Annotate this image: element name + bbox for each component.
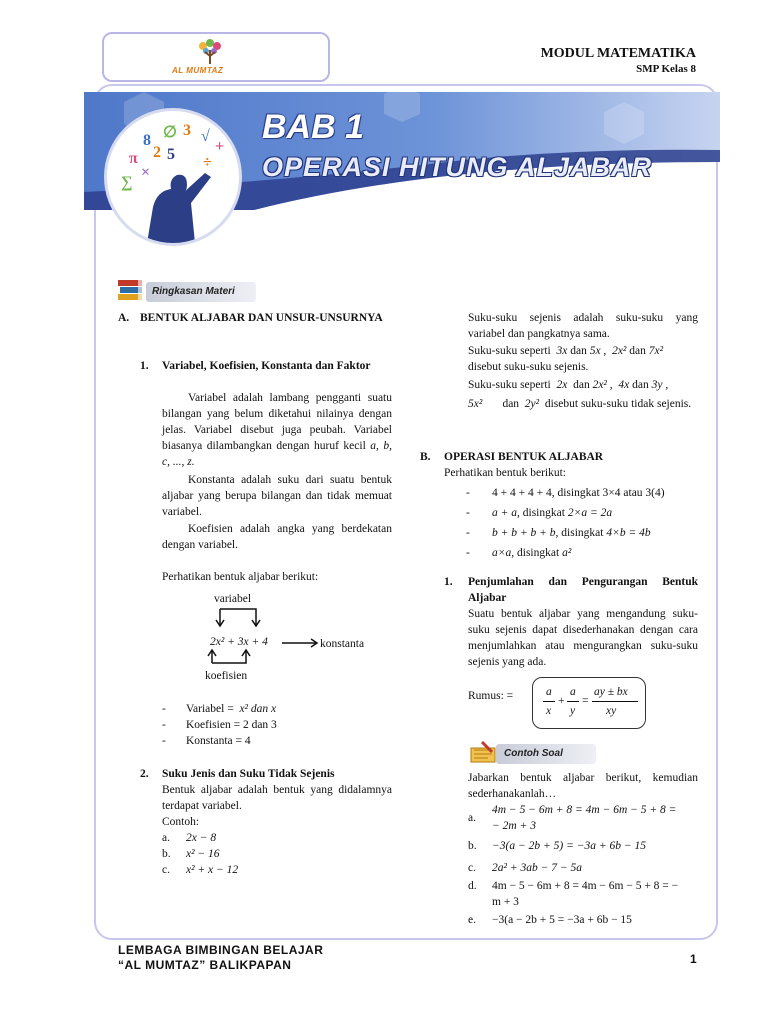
- diagram-variabel-label: variabel: [214, 593, 252, 605]
- tidak-sejenis-example: Suku-suku seperti 2x dan 2x² , 4x dan 3y , 5x² dan 2y² disebut suku-suku tidak sejenis.: [468, 379, 692, 410]
- formula-d1: x: [546, 705, 552, 717]
- list-item: c. 2a² + 3ab − 7 − 5a: [468, 862, 582, 874]
- sub-b1-paragraph: Suatu bentuk aljabar yang mengandung suku-suku sejenis dapat disederhanakan dengan cara menjumlahkan atau mengurangkan suku-suku sejenis yang ada.: [468, 608, 698, 668]
- sub2-title: Suku Jenis dan Suku Tidak Sejenis: [162, 768, 335, 780]
- unsur-list: [162, 701, 392, 749]
- operasi-list: [466, 483, 706, 563]
- contoh-soal-label: Contoh Soal: [504, 748, 563, 759]
- svg-text:√: √: [201, 128, 210, 145]
- module-subtitle: SMP Kelas 8: [636, 63, 696, 75]
- formula-d3: xy: [606, 705, 617, 717]
- logo-text: AL MUMTAZ: [172, 66, 224, 75]
- list-item: a. 2x − 8: [162, 832, 217, 844]
- section-b-letter: B.: [420, 451, 431, 463]
- svg-text:∅: ∅: [163, 124, 177, 141]
- section-a-letter: A.: [118, 312, 130, 324]
- footer-line1: LEMBAGA BIMBINGAN BELAJAR: [118, 943, 324, 957]
- formula-d2: y: [570, 705, 576, 717]
- variabel-paragraph: [162, 390, 392, 470]
- formula-n3: ay ± bx: [594, 686, 628, 698]
- section-b-title: OPERASI BENTUK ALJABAR: [444, 451, 604, 463]
- svg-text:8: 8: [143, 132, 151, 149]
- footer-line2: “AL MUMTAZ” BALIKPAPAN: [118, 958, 292, 972]
- sub-b1-number: 1.: [444, 576, 453, 588]
- diagram-koefisien-label: koefisien: [205, 670, 248, 682]
- section-a-title: BENTUK ALJABAR DAN UNSUR-UNSURNYA: [140, 312, 383, 324]
- formula-plus: +: [558, 695, 565, 707]
- list-item: - a×a , disingkat a²: [466, 547, 572, 559]
- chapter-illustration: [104, 108, 242, 246]
- page-number: 1: [690, 952, 698, 966]
- section-pill-label: Ringkasan Materi: [152, 286, 235, 297]
- contoh-list: [162, 830, 392, 878]
- formula-n2: a: [570, 686, 576, 698]
- sub2-number: 2.: [140, 768, 149, 780]
- konstanta-paragraph: Konstanta adalah suku dari suatu bentuk aljabar yang berupa bilangan dan tidak memuat variabel.: [162, 474, 392, 518]
- list-item: - Koefisien = 2 dan 3: [162, 719, 277, 731]
- svg-text:π: π: [129, 150, 138, 167]
- soal-text: Jabarkan bentuk aljabar berikut, kemudian sederhanakanlah…: [468, 772, 698, 800]
- svg-text:+: +: [215, 138, 225, 155]
- diagram-expression: 2x² + 3x + 4: [210, 636, 268, 648]
- svg-text:×: ×: [141, 164, 151, 181]
- books-icon: [116, 276, 146, 304]
- formula-n1: a: [546, 686, 552, 698]
- list-item: - a + a , disingkat 2×a = 2a: [466, 507, 613, 519]
- formula-eq: =: [582, 695, 589, 707]
- svg-text:3: 3: [183, 122, 191, 139]
- koefisien-paragraph: Koefisien adalah angka yang berdekatan dengan variabel.: [162, 523, 392, 551]
- list-item: - Variabel = x² dan x: [162, 703, 277, 715]
- svg-text:∑: ∑: [121, 174, 133, 191]
- answer-list: [468, 802, 704, 928]
- fraction-bar: [567, 701, 579, 702]
- diagram-konstanta-label: konstanta: [320, 638, 365, 650]
- sub1-number: 1.: [140, 360, 149, 372]
- sub2-paragraph: Bentuk aljabar adalah bentuk yang didalamnya terdapat variabel.: [162, 784, 392, 812]
- list-item: e. −3(a − 2b + 5 = −3a + 6b − 15: [468, 914, 632, 926]
- list-item: a. 4m − 5 − 6m + 8 = 4m − 6m − 5 + 8 = − 2m + 3: [468, 804, 677, 832]
- svg-text:2: 2: [153, 144, 161, 161]
- svg-text:5: 5: [167, 146, 175, 163]
- book-pencil-icon: [468, 738, 498, 766]
- sejenis-example: Suku-suku seperti 3x dan 5x , 2x² dan 7x² disebut suku-suku sejenis.: [468, 345, 664, 373]
- sejenis-paragraph: Suku-suku sejenis adalah suku-suku yang variabel dan pangkatnya sama.: [468, 312, 698, 340]
- list-item: c. x² + x − 12: [162, 864, 239, 876]
- chapter-title: OPERASI HITUNG ALJABAR: [262, 152, 653, 182]
- fraction-bar: [543, 701, 555, 702]
- list-item: - b + b + b + b , disingkat 4×b = 4b: [466, 527, 651, 539]
- tree-logo-icon: [195, 38, 225, 66]
- list-item: b. −3(a − 2b + 5) = −3a + 6b − 15: [468, 840, 646, 852]
- section-b-intro: Perhatikan bentuk berikut:: [444, 467, 566, 479]
- chapter-number: BAB 1: [262, 108, 365, 146]
- svg-text:÷: ÷: [203, 154, 212, 171]
- variabel-letters: a, b, c, ..., z.: [162, 440, 392, 468]
- list-item: b. x² − 16: [162, 848, 220, 860]
- rumus-label: Rumus: =: [468, 690, 514, 702]
- perhatikan-text: Perhatikan bentuk aljabar berikut:: [162, 571, 319, 583]
- variabel-text: Variabel adalah lambang pengganti suatu bilangan yang belum diketahui nilainya dengan jelas. Variabel disebut juga peubah. Variabel biasanya dilambangkan dengan huruf kecil: [162, 392, 392, 452]
- list-item: d. 4m − 5 − 6m + 8 = 4m − 6m − 5 + 8 = − m + 3: [468, 880, 679, 908]
- sub-b1-title: Penjumlahan dan Pengurangan Bentuk Aljabar: [468, 576, 698, 604]
- module-title: MODUL MATEMATIKA: [540, 46, 696, 61]
- list-item: - Konstanta = 4: [162, 735, 251, 747]
- contoh-label: Contoh:: [162, 816, 200, 828]
- fraction-bar: [592, 701, 638, 702]
- sub1-title: Variabel, Koefisien, Konstanta dan Faktor: [162, 360, 371, 372]
- list-item: - 4 + 4 + 4 + 4 , disingkat 3×4 atau 3(4): [466, 487, 665, 499]
